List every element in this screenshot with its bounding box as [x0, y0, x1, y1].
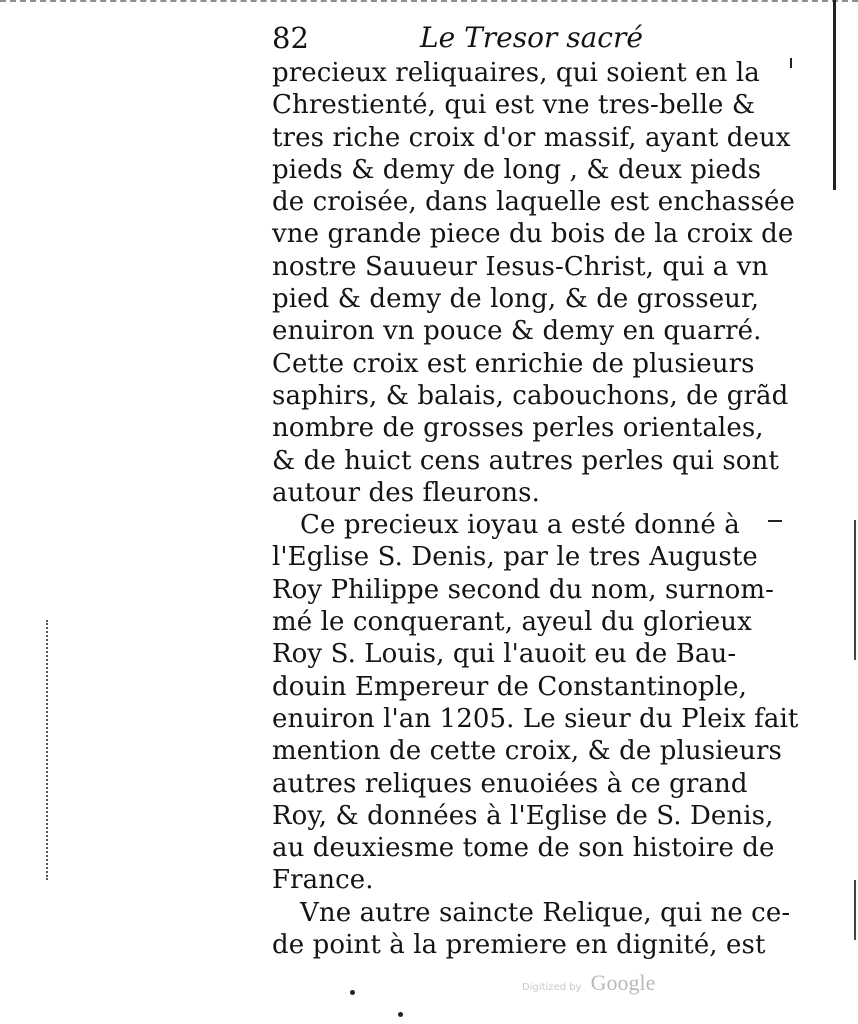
running-title: Le Tresor sacré: [420, 21, 643, 54]
digitized-by-label: Digitized by: [522, 982, 582, 993]
page-header: [272, 18, 732, 58]
text-line: enuiron l'an 1205. Le sieur du Pleix fait: [272, 703, 799, 734]
text-line: vne grande piece du bois de la croix de: [272, 219, 794, 250]
text-line: nombre de grosses perles orientales,: [272, 413, 764, 444]
text-line: Roy, & données à l'Eglise de S. Denis,: [272, 800, 774, 831]
page-edge-mark: [833, 0, 836, 190]
paragraph: [272, 509, 799, 897]
text-line: France.: [272, 865, 374, 896]
text-line: au deuxiesme tome de son histoire de: [272, 833, 775, 864]
text-line: enuiron vn pouce & demy en quarré.: [272, 316, 762, 347]
text-line: douin Empereur de Constantinople,: [272, 671, 747, 702]
text-line: Ce precieux ioyau a esté donné à: [300, 510, 740, 541]
top-edge-rule: [0, 0, 858, 8]
ink-speck: [398, 1012, 403, 1017]
margin-mark: [768, 520, 782, 522]
page-edge-mark: [854, 520, 856, 660]
text-line: autour des fleurons.: [272, 477, 540, 508]
binding-marks: [46, 620, 50, 880]
text-line: saphirs, & balais, cabouchons, de grãd: [272, 380, 789, 411]
text-line: Roy Philippe second du nom, surnom-: [272, 574, 774, 605]
text-line: precieux reliquaires, qui soient en la: [272, 58, 760, 88]
margin-mark: [790, 58, 792, 68]
text-line: nostre Sauueur Iesus-Christ, qui a vn: [272, 251, 769, 282]
text-line: l'Eglise S. Denis, par le tres Auguste: [272, 542, 758, 573]
body-text: [272, 57, 799, 961]
ink-speck: [350, 990, 355, 995]
text-line: mention de cette croix, & de plusieurs: [272, 736, 782, 767]
text-line: de point à la premiere en dignité, est: [272, 930, 766, 961]
text-line: Roy S. Louis, qui l'auoit eu de Bau-: [272, 639, 737, 670]
google-wordmark: Google: [590, 970, 656, 995]
digitization-watermark: [522, 968, 655, 998]
text-line: mé le conquerant, ayeul du glorieux: [272, 607, 752, 638]
paragraph: [272, 897, 791, 962]
text-line: Cette croix est enrichie de plusieurs: [272, 348, 755, 379]
paragraph: [272, 57, 796, 509]
text-line: Chrestienté, qui est vne tres-belle &: [272, 90, 756, 121]
page-edge-mark: [854, 880, 856, 940]
page-number: 82: [272, 21, 309, 55]
text-line: de croisée, dans laquelle est enchassée: [272, 187, 796, 218]
text-line: pieds & demy de long , & deux pieds: [272, 154, 762, 185]
text-line: Vne autre saincte Relique, qui ne ce-: [300, 897, 791, 928]
text-line: autres reliques enuoiées à ce grand: [272, 768, 748, 799]
text-line: & de huict cens autres perles qui sont: [272, 445, 779, 476]
text-line: pied & demy de long, & de grosseur,: [272, 284, 760, 315]
text-line: tres riche croix d'or massif, ayant deux: [272, 122, 791, 153]
